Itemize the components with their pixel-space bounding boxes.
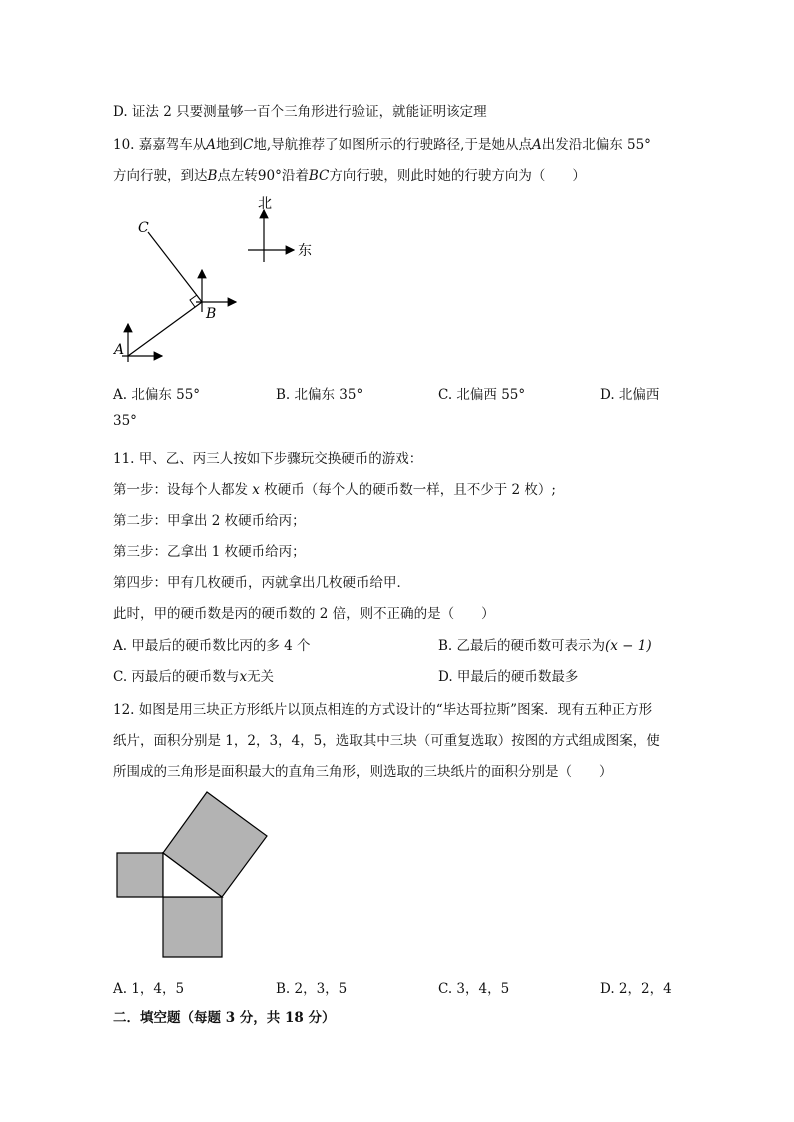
q11-step3: 第三步：乙拿出 1 枚硬币给丙； xyxy=(113,544,306,560)
q11-option-b[interactable] xyxy=(438,634,652,654)
q10-option-d[interactable]: D. 北偏西 xyxy=(600,387,660,403)
q12-option-a[interactable]: A. 1，4，5 xyxy=(113,981,185,997)
q12-stem-line2: 纸片，面积分别是 1，2，3，4，5，选取其中三块（可重复选取）按图的方式组成图案，使 xyxy=(113,733,660,749)
q12-pythagoras-figure xyxy=(110,785,280,965)
label-a: A xyxy=(114,342,125,358)
q12-stem-line1: 12. 如图是用三块正方形纸片以顶点相连的方式设计的“毕达哥拉斯”图案．现有五种正方形 xyxy=(113,702,653,718)
q11-option-c-text: C. 丙最后的硬币数与 xyxy=(113,669,240,685)
q11-var-x: x xyxy=(252,482,260,498)
square-small-left xyxy=(117,853,163,897)
q11-option-d[interactable]: D. 甲最后的硬币数最多 xyxy=(438,669,579,685)
q10-text: 10. 嘉嘉驾车从 xyxy=(113,137,207,153)
q10-option-b[interactable]: B. 北偏东 35° xyxy=(276,387,364,403)
q10-point-a: A xyxy=(206,137,217,153)
q11-question: 此时，甲的硬币数是丙的硬币数的 2 倍，则不正确的是（ ） xyxy=(113,606,495,622)
q12-option-d[interactable]: D. 2，2，4 xyxy=(600,981,672,997)
q11-step2: 第二步：甲拿出 2 枚硬币给丙； xyxy=(113,513,306,529)
q10-text: 点左转90°沿着 xyxy=(217,168,309,184)
q10-text: 地到 xyxy=(216,137,244,153)
compass-east-label: 东 xyxy=(298,243,312,259)
q12-stem-line3: 所围成的三角形是面积最大的直角三角形，则选取的三块纸片的面积分别是（ ） xyxy=(113,764,613,780)
q10-option-d-cont: 35° xyxy=(113,413,137,429)
q11-option-c[interactable] xyxy=(113,665,274,685)
q10-segment-bc: BC xyxy=(308,168,330,184)
q10-text: 方向行驶，则此时她的行驶方向为（ ） xyxy=(329,168,586,184)
q9-option-d: D. 证法 2 只要测量够一百个三角形进行验证，就能证明该定理 xyxy=(113,104,487,120)
q11-stem: 11. 甲、乙、丙三人按如下步骤玩交换硬币的游戏： xyxy=(113,451,423,467)
q11-text: 第一步：设每个人都发 xyxy=(113,482,248,498)
q11-step4: 第四步：甲有几枚硬币，丙就拿出几枚硬币给甲． xyxy=(113,575,410,591)
q10-point-a: A xyxy=(531,137,542,153)
q11-option-b-text: B. 乙最后的硬币数可表示为 xyxy=(438,638,606,654)
q11-option-c-text: 无关 xyxy=(247,669,275,685)
q12-option-b[interactable]: B. 2，3，5 xyxy=(276,981,348,997)
q10-text: 方向行驶，到达 xyxy=(113,168,208,184)
q10-option-a[interactable]: A. 北偏东 55° xyxy=(113,387,201,403)
compass-icon xyxy=(248,196,312,262)
section-2-title: 二．填空题（每题 3 分，共 18 分） xyxy=(113,1010,336,1026)
q10-point-c: C xyxy=(243,137,254,153)
square-bottom xyxy=(163,897,222,957)
q10-stem-line2 xyxy=(113,164,586,184)
q11-step1 xyxy=(113,478,556,498)
q12-option-c[interactable]: C. 3，4，5 xyxy=(438,981,510,997)
compass-north-label: 北 xyxy=(258,196,272,212)
q11-option-a[interactable]: A. 甲最后的硬币数比丙的多 4 个 xyxy=(113,638,311,654)
label-c: C xyxy=(138,220,149,236)
label-b: B xyxy=(206,306,217,322)
right-angle-mark xyxy=(190,295,197,307)
segment-ab xyxy=(128,302,202,356)
q11-option-b-expr: (x − 1) xyxy=(605,638,652,654)
q10-route-figure xyxy=(110,192,320,372)
q11-text: 枚硬币（每个人的硬币数一样，且不少于 2 枚）; xyxy=(264,482,556,498)
q11-option-c-var: x xyxy=(239,669,248,685)
q10-stem-line1 xyxy=(113,133,651,153)
q10-option-c[interactable]: C. 北偏西 55° xyxy=(438,387,526,403)
q10-text: 出发沿北偏东 55° xyxy=(541,137,651,153)
q10-point-b: B xyxy=(207,168,218,184)
segment-bc xyxy=(148,232,202,302)
q10-text: 地,导航推荐了如图所示的行驶路径,于是她从点 xyxy=(253,137,532,153)
